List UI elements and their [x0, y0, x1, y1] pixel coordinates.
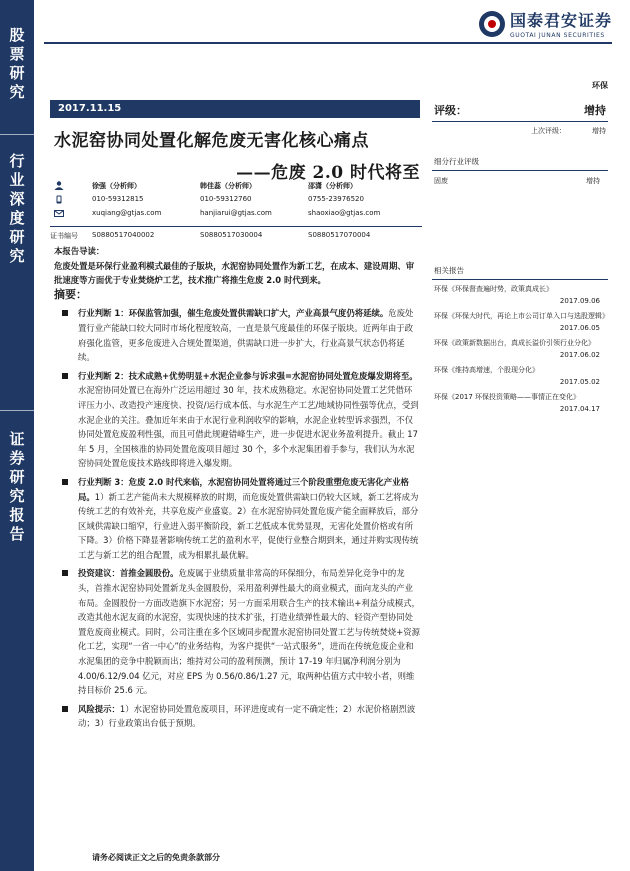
company-logo	[479, 8, 612, 39]
sidebar-char: 究	[9, 487, 25, 505]
sidebar-char: 票	[9, 45, 25, 63]
sub-industry-rating-heading: 细分行业评级	[432, 156, 608, 171]
related-report-item[interactable]	[432, 280, 608, 307]
related-report-title[interactable]: 环保《维持高增速，个股现分化》	[434, 366, 539, 374]
sub-industry-rating: 增持	[586, 177, 600, 185]
bullet-heading: 投资建议：首推金圆股份。	[78, 568, 179, 579]
related-reports	[432, 265, 608, 415]
related-reports-heading: 相关报告	[432, 265, 608, 280]
analyst-phone: 010-59312815	[92, 195, 144, 203]
cert-label: 证书编号	[50, 232, 78, 240]
sub-industry-name: 固废	[434, 177, 448, 185]
bullet-heading: 行业判断 1：环保监管加强，催生危废处置供需缺口扩大，产业高景气度仍将延续。	[78, 308, 389, 319]
logo-text	[510, 8, 612, 39]
sidebar-char: 告	[9, 525, 25, 543]
related-report-date: 2017.06.02	[559, 350, 600, 359]
summary-bullet	[54, 566, 420, 697]
analyst-phone: 0755-23976520	[308, 195, 364, 203]
left-sidebar	[0, 0, 34, 871]
related-report-title[interactable]: 环保《环保督查遍时势，政策真成长》	[434, 285, 553, 293]
rating-panel	[432, 100, 608, 191]
report-body	[54, 244, 420, 731]
email-icon	[54, 209, 64, 218]
cert-number: S0880517040002	[92, 231, 155, 239]
sidebar-char: 研	[9, 468, 25, 486]
cert-number: S0880517030004	[200, 231, 263, 239]
related-report-date: 2017.09.06	[559, 296, 600, 305]
sidebar-char: 研	[9, 64, 25, 82]
bullet-heading: 行业判断 3：危废 2.0 时代来临，水泥窑协同处置将通过三个阶段重塑危废无害化产业格局。	[78, 476, 409, 502]
guide-text: 危废处置是环保行业盈利模式最佳的子版块，水泥窑协同处置作为新工艺，在成本、建设周期、审批速度等方面优于专业焚烧炉工艺，技术推广将推生危废 2.0 时代到来。	[54, 260, 415, 286]
sidebar-char: 报	[9, 506, 25, 524]
summary-heading: 摘要：	[54, 287, 87, 301]
related-report-item[interactable]	[432, 307, 608, 334]
bullet-text: 1）水泥窑协同处置危废项目，环评进度或有一定不确定性；2）水泥价格剧烈波动；3）行业政策出台低于预期。	[78, 703, 416, 729]
analyst-name: 韩佳蕊（分析师）	[200, 182, 256, 190]
disclaimer-footer: 请务必阅读正文之后的免责条款部分	[92, 853, 220, 862]
rating-label: 评级：	[434, 104, 467, 117]
certificate-row	[50, 226, 422, 240]
bullet-text: 1）新工艺产能尚未大规模释放的时期，而危废处置供需缺口仍较大区域，新工艺将成为传统工艺的有效补充，共享危废产业盛宴。2）在水泥窑协同处置危废产能全面释放后，部分区域供需缺口缩窄，行业进入弱平衡阶段，新工艺低成本优势显现，无害化处置价格或有所下降。3）价格下降显著影响传统工艺的盈利水平，促使行业整合期到来，通过并购实现传统工艺与新工艺的组合配置，成为相累扎最优解。	[78, 491, 419, 560]
rating-row	[432, 100, 608, 122]
related-report-item[interactable]	[432, 334, 608, 361]
analyst-name: 邵潇（分析师）	[308, 182, 357, 190]
summary-bullet	[54, 369, 420, 471]
person-icon	[54, 181, 64, 190]
bullet-heading: 行业判断 2：技术成熟+优势明显+水泥企业参与诉求强=水泥窑协同处置危废爆发期将至。	[78, 370, 418, 381]
analyst-phone: 010-59312760	[200, 195, 252, 203]
sidebar-char: 究	[9, 247, 25, 265]
related-report-date: 2017.04.17	[559, 404, 600, 413]
sidebar-char: 深	[9, 190, 25, 208]
bullet-heading: 风险提示：	[78, 703, 120, 714]
report-date: 2017.11.15	[50, 100, 420, 118]
sidebar-divider	[0, 134, 34, 135]
sidebar-label-securities-report	[0, 430, 34, 544]
rating-value: 增持	[584, 104, 606, 117]
header-category: 环保	[592, 81, 608, 90]
phone-icon	[54, 195, 64, 204]
related-report-title[interactable]: 环保《2017 环保投资策略——事情正在变化》	[434, 393, 581, 401]
sidebar-char: 业	[9, 171, 25, 189]
analyst-email[interactable]: hanjiarui@gtjas.com	[200, 209, 272, 217]
report-subtitle: ——危废 2.0 时代将至	[236, 163, 420, 183]
sidebar-char: 度	[9, 209, 25, 227]
sidebar-char: 股	[9, 26, 25, 44]
related-report-title[interactable]: 环保《政策新数据出台，真成长溢价引领行业分化》	[434, 339, 595, 347]
bullet-text: 危废处置行业产能缺口较大同时市场化程度较高，一直是景气度最佳的环保子版块。近两年由于政府强化监管，更多危废进入合规处置渠道，供需缺口进一步扩大，行业高景气状态仍将延续。	[78, 308, 414, 363]
previous-rating-label: 上次评级：	[531, 127, 566, 135]
logo-name-cn: 国泰君安证券	[509, 11, 612, 30]
related-report-date: 2017.05.02	[559, 377, 600, 386]
sidebar-divider	[0, 410, 34, 411]
sidebar-label-industry-research	[0, 152, 34, 266]
sidebar-char: 券	[9, 449, 25, 467]
related-report-title[interactable]: 环保《环保大时代，再论上市公司订单入口与选股逻辑》	[434, 312, 609, 320]
cert-number: S0880517070004	[308, 231, 371, 239]
sidebar-char: 究	[9, 83, 25, 101]
sidebar-char: 行	[9, 152, 25, 170]
guide-label: 本报告导读：	[54, 246, 105, 256]
sidebar-char: 证	[9, 430, 25, 448]
header-rule	[44, 42, 612, 44]
analyst-email[interactable]: shaoxiao@gtjas.com	[308, 209, 381, 217]
sub-industry-rating-row	[432, 171, 608, 191]
previous-rating-value: 增持	[592, 127, 606, 135]
sidebar-char: 研	[9, 228, 25, 246]
logo-icon	[479, 11, 505, 37]
summary-bullet	[54, 306, 420, 364]
report-title: 水泥窑协同处置化解危废无害化核心痛点	[54, 131, 369, 151]
logo-name-en: GUOTAI JUNAN SECURITIES	[509, 32, 605, 39]
analyst-name: 徐强（分析师）	[92, 182, 141, 190]
related-report-item[interactable]	[432, 361, 608, 388]
summary-bullet	[54, 702, 420, 731]
analyst-email[interactable]: xuqiang@gtjas.com	[92, 209, 162, 217]
summary-bullet	[54, 475, 420, 563]
previous-rating-row	[432, 122, 608, 140]
related-report-item[interactable]	[432, 388, 608, 415]
bullet-text: 水泥窑协同处置已在海外广泛运用超过 30 年，技术成熟稳定。水泥窑协同处置工艺凭借环评压力小、改造投产速度快、投资/运行成本低、与水泥生产工艺/地域协同性强等优点，受到水泥企业的关注。叠加近年来由于水泥行业利润收窄的影响，水泥企业转型诉求强烈，不仅协同处置危废盈利性强，而且可借此规避错峰生产，进一步促进水泥业务盈利提升。截止 17 年 5 月，全国核准的协同处置危废项目超过 30 个，多个水泥集团着手参与，我们认为水泥窑协同处置危废技术路线即将进入爆发期。	[78, 385, 419, 469]
sidebar-label-stock-research	[0, 26, 34, 102]
bullet-text: 危废属于业绩质量非常高的环保细分，布局差异化竞争中的龙头，首推水泥窑协同处置新龙头金圆股份，采用盈利弹性最大的商业模式，面向龙头的产业布局。金圆股份一方面改造旗下水泥窑；另一方面采用联合生产的技术输出+利益分成模式，改造其他水泥友商的水泥窑，实现快速的技术扩张，打造业绩弹性最大的、轻资产型协同处置危废商业模式。同时，公司注重在多个区域同步配置水泥窑协同处置工艺与传统焚烧+资源化工艺，实现“一省一中心”的业务结构，为客户提供“一站式服务”，进而在传统危废企业和水泥集团的竞争中脱颖而出；维持对公司的盈利预测，预计 17-19 年归属净利润分别为 4.00/6.12/9.04 亿元，对应 EPS 为 0.56/0.86/1.27 元，取两种估值方式中较小者，则维持目标价 25.6 元。	[78, 568, 421, 696]
related-report-date: 2017.06.05	[559, 323, 600, 332]
